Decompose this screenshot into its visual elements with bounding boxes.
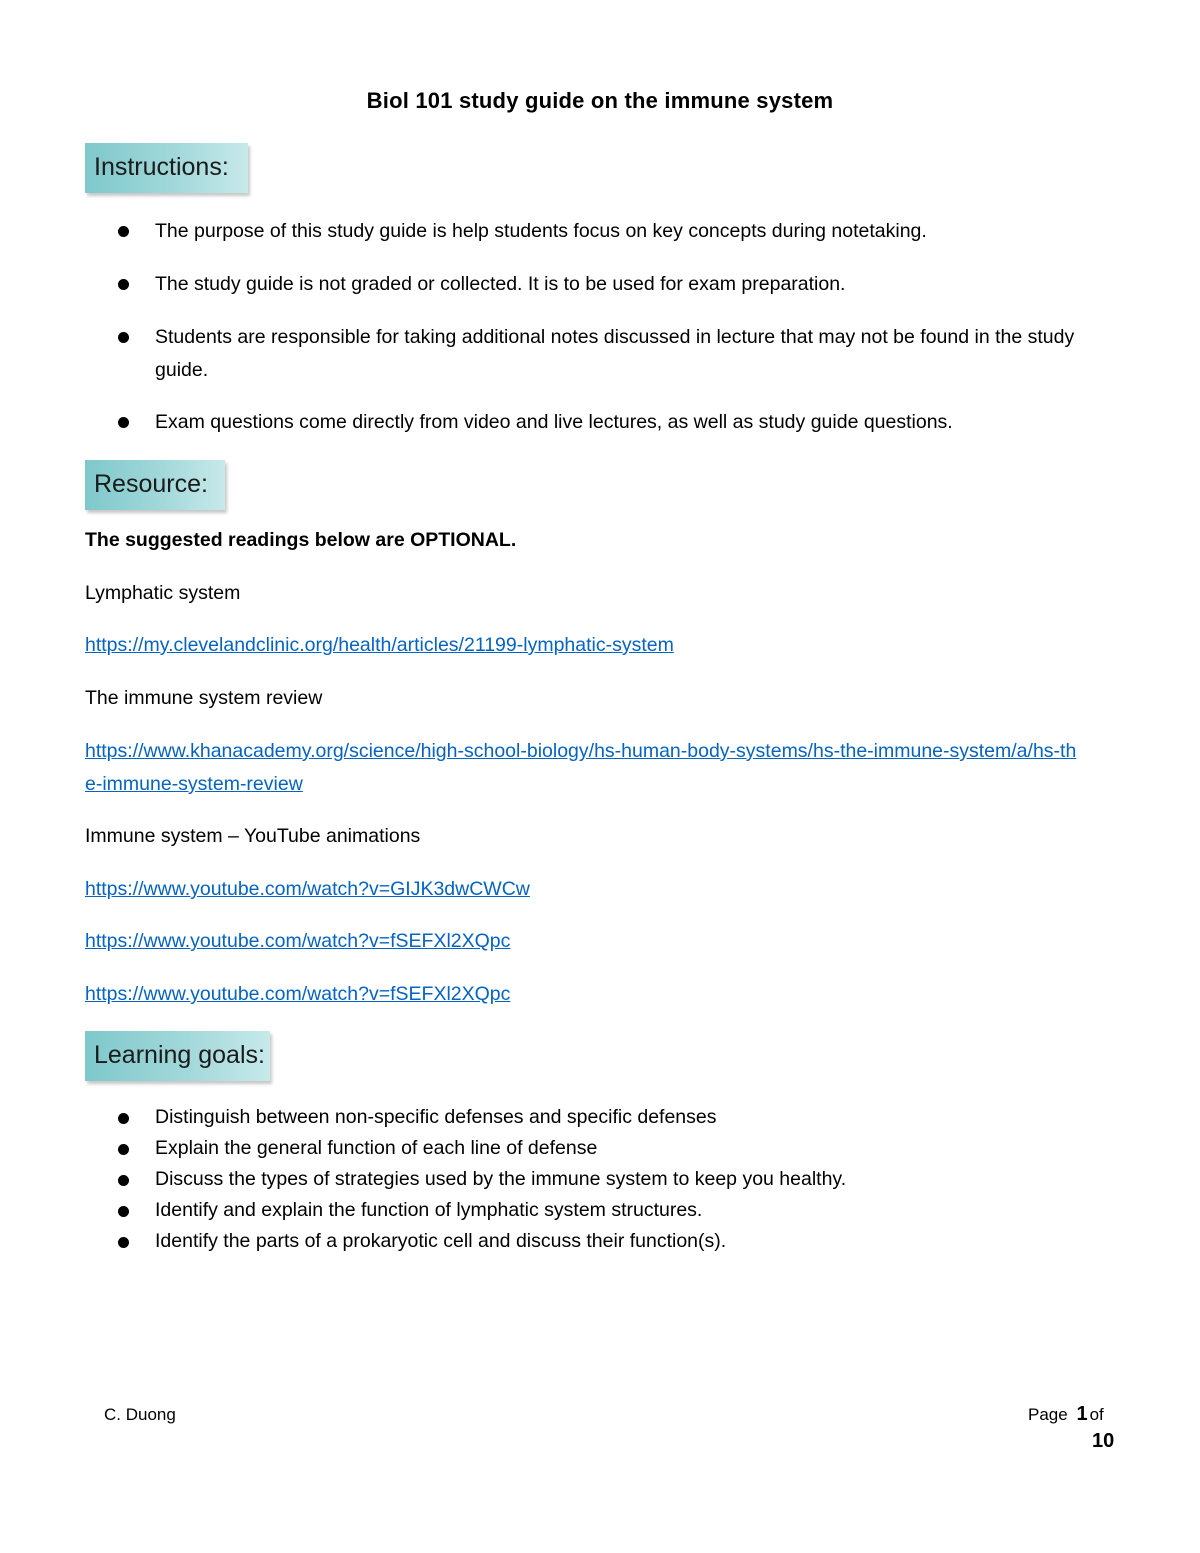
- bullet-icon: [118, 1206, 129, 1217]
- youtube-link-3[interactable]: https://www.youtube.com/watch?v=fSEFXl2XQpc: [85, 983, 511, 1005]
- of-label: of: [1089, 1405, 1104, 1424]
- page-title: Biol 101 study guide on the immune system: [366, 88, 834, 113]
- lymphatic-label: Lymphatic system: [85, 582, 241, 604]
- immune-review-label: The immune system review: [85, 687, 323, 709]
- learning-goal-item: Explain the general function of each line of defense: [155, 1137, 598, 1159]
- bullet-icon: [118, 417, 129, 428]
- learning-goal-item: Distinguish between non-specific defenses and specific defenses: [155, 1106, 717, 1128]
- instructions-banner: [85, 143, 248, 193]
- learning-goal-item: Identify the parts of a prokaryotic cell and discuss their function(s).: [155, 1230, 727, 1252]
- youtube-link-2[interactable]: https://www.youtube.com/watch?v=fSEFXl2XQpc: [85, 930, 511, 952]
- total-pages: 10: [1092, 1430, 1115, 1452]
- page-indicator: [1028, 1403, 1104, 1426]
- lymphatic-link[interactable]: https://my.clevelandclinic.org/health/articles/21199-lymphatic-system: [85, 634, 674, 656]
- resource-heading: Resource:: [94, 470, 208, 498]
- learning-goals-banner: [85, 1031, 270, 1081]
- bullet-icon: [118, 279, 129, 290]
- instruction-item: Exam questions come directly from video and live lectures, as well as study guide questions.: [155, 411, 953, 433]
- immune-review-link[interactable]: https://www.khanacademy.org/science/high-school-biology/hs-human-body-systems/hs-the-immune-system/a/hs-the-immune-system-review: [85, 740, 1077, 795]
- bullet-icon: [118, 1237, 129, 1248]
- instruction-item: Students are responsible for taking additional notes discussed in lecture that may not be found in the study guide.: [155, 326, 1075, 381]
- footer-author: C. Duong: [104, 1405, 176, 1424]
- learning-goal-item: Identify and explain the function of lymphatic system structures.: [155, 1199, 703, 1221]
- instruction-item: The purpose of this study guide is help students focus on key concepts during notetaking.: [155, 220, 927, 242]
- bullet-icon: [118, 1113, 129, 1124]
- learning-goals-heading: Learning goals:: [94, 1041, 265, 1069]
- youtube-label: Immune system – YouTube animations: [85, 825, 421, 847]
- bullet-icon: [118, 1175, 129, 1186]
- page-label: Page: [1028, 1405, 1068, 1424]
- bullet-icon: [118, 1144, 129, 1155]
- youtube-link-1[interactable]: https://www.youtube.com/watch?v=GIJK3dwCWCw: [85, 878, 530, 900]
- instruction-item: The study guide is not graded or collected. It is to be used for exam preparation.: [155, 273, 846, 295]
- resource-banner: [85, 460, 225, 510]
- bullet-icon: [118, 226, 129, 237]
- learning-goal-item: Discuss the types of strategies used by the immune system to keep you healthy.: [155, 1168, 847, 1190]
- optional-note: The suggested readings below are OPTIONAL.: [85, 529, 517, 551]
- instructions-heading: Instructions:: [94, 153, 229, 181]
- bullet-icon: [118, 332, 129, 343]
- page-number: 1: [1076, 1403, 1088, 1425]
